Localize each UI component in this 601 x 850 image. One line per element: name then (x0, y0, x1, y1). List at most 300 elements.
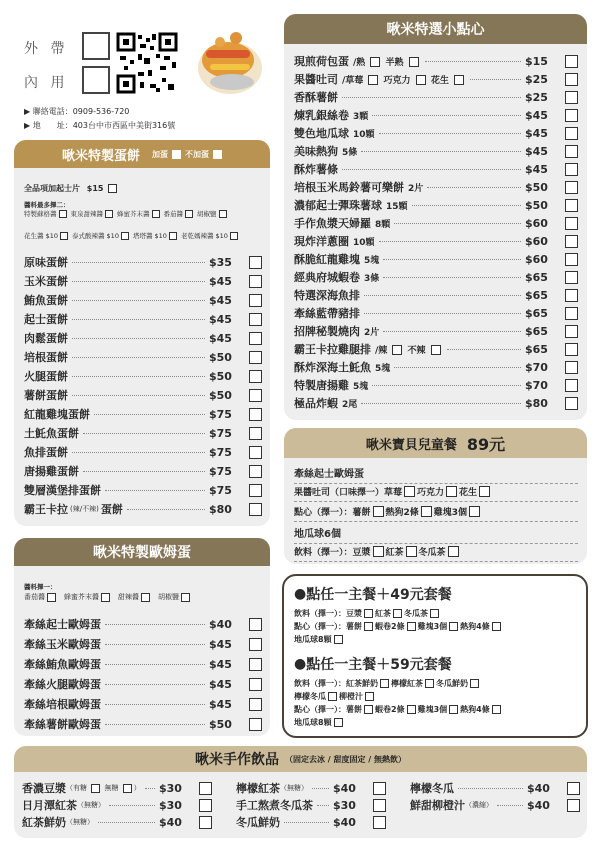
option-text: 花生 (427, 75, 452, 86)
omelette-item-price: $45 (209, 637, 232, 651)
pancake-item-price: $80 (209, 502, 232, 516)
snack-item-price: $45 (525, 144, 548, 158)
snack-item-price: $25 (525, 90, 548, 104)
option-checkbox[interactable] (334, 718, 343, 727)
option-checkbox[interactable] (448, 546, 459, 557)
pancake-sauce-title: 醬料最多擇二： (24, 201, 70, 209)
pancake-item-price: $45 (209, 274, 232, 288)
pancake-addon-option (181, 231, 238, 240)
option-text: 地瓜球8顆 (294, 635, 332, 644)
snack-item-name: 美味熱狗 (294, 145, 338, 158)
pancake-sauce-option (164, 209, 194, 218)
snack-item-row (294, 233, 578, 249)
pancake-item-checkbox[interactable] (249, 389, 262, 402)
snack-item-extra (353, 109, 368, 122)
pancake-sauce-checkbox[interactable] (219, 210, 227, 218)
drink-item-row (22, 780, 212, 796)
omelette-item-price: $45 (209, 697, 232, 711)
leader-dots (412, 205, 521, 206)
snack-item-checkbox[interactable] (565, 235, 578, 248)
option-checkbox[interactable] (365, 692, 374, 701)
drink-item-row (236, 780, 386, 796)
snack-item-checkbox[interactable] (565, 343, 578, 356)
option-text: 5條 (342, 147, 358, 158)
option-text: 熱狗2條 (385, 508, 419, 518)
omelette-item-checkbox[interactable] (249, 618, 262, 631)
option-text: 15顆 (386, 201, 408, 212)
pancake-item-name: 唐揚雞蛋餅 (24, 465, 79, 478)
pancake-addon-checkbox[interactable] (230, 232, 238, 240)
bullet-dot: ● (294, 656, 307, 672)
drink-item-checkbox[interactable] (567, 782, 580, 795)
snack-item-price: $60 (525, 252, 548, 266)
add-egg-checkbox[interactable] (172, 150, 181, 159)
option-checkbox[interactable] (425, 679, 434, 688)
pancake-item-name: 玉米蛋餅 (24, 275, 68, 288)
pancake-item-checkbox[interactable] (249, 294, 262, 307)
option-checkbox[interactable] (469, 506, 480, 517)
leader-dots (94, 414, 205, 415)
drink-item-checkbox[interactable] (199, 799, 212, 812)
no-egg-checkbox[interactable] (213, 150, 222, 159)
option-text: 蝦卷2條 (375, 622, 405, 631)
pancake-addon-label: 老乾媽辣醬 $10 (180, 232, 228, 240)
pancake-item-name: 魚排蛋餅 (24, 446, 68, 459)
pancake-addon-option (24, 231, 68, 240)
omelette-sauce-checkbox[interactable] (141, 593, 150, 602)
leader-dots (109, 805, 155, 806)
omelette-item-row (24, 616, 262, 632)
pancake-item-row (24, 349, 262, 365)
leader-dots (470, 79, 521, 80)
snack-item-checkbox[interactable] (565, 271, 578, 284)
option-checkbox[interactable] (334, 635, 343, 644)
pancake-item-row (24, 387, 262, 403)
snack-item-price: $80 (525, 396, 548, 410)
pancake-item-row (24, 501, 262, 517)
pancake-item-checkbox[interactable] (249, 313, 262, 326)
pancake-item-price: $75 (209, 464, 232, 478)
option-checkbox[interactable] (479, 486, 490, 497)
leader-dots (72, 452, 205, 453)
cheese-note-text: 全品項加起士片 (24, 184, 80, 193)
omelette-item-row (24, 716, 262, 732)
drink-item-sub (280, 783, 308, 793)
pancake-item-price: $50 (209, 388, 232, 402)
snack-item-price: $60 (525, 234, 548, 248)
omelette-item-name: 牽絲培根歐姆蛋 (24, 698, 101, 711)
leader-dots (72, 357, 205, 358)
option-checkbox[interactable] (446, 486, 457, 497)
snack-item-checkbox[interactable] (565, 91, 578, 104)
omelette-item-row (24, 636, 262, 652)
pancake-item-checkbox[interactable] (249, 275, 262, 288)
pancake-sauce-checkbox[interactable] (185, 210, 193, 218)
drink-item-row (410, 780, 580, 796)
omelette-item-checkbox[interactable] (249, 638, 262, 651)
option-text: （無糖） (66, 818, 94, 826)
omelette-title: 啾米特製歐姆蛋 (93, 545, 191, 561)
pancake-sauce-label: 特製蘇格醬 (24, 210, 57, 218)
snack-item-name: 特製唐揚雞 (294, 379, 349, 392)
pancake-item-name: 霸王卡拉 (24, 503, 68, 516)
option-text: ） (133, 784, 141, 792)
snack-item-price: $70 (525, 360, 548, 374)
omelette-item-price: $40 (209, 617, 232, 631)
snack-item-checkbox[interactable] (565, 361, 578, 374)
option-checkbox[interactable] (392, 345, 402, 355)
snack-item-extra (408, 181, 423, 194)
leader-dots (364, 295, 521, 296)
option-text: 果醬吐司（口味擇一）草莓 (294, 488, 403, 498)
option-checkbox[interactable] (407, 705, 416, 714)
leader-dots (105, 644, 205, 645)
snack-item-checkbox[interactable] (565, 109, 578, 122)
omelette-sauce-label: 蜂蜜芥末醬 (64, 593, 99, 601)
option-text: 點心（擇一）：薯餅 (294, 508, 371, 518)
option-text: 柳橙汁 (339, 692, 363, 701)
drink-item-name: 鮮甜柳橙汁 (410, 799, 465, 812)
bullet-dot: ● (294, 586, 307, 602)
snack-item-name: 香酥薯餅 (294, 91, 338, 104)
option-checkbox[interactable] (364, 705, 373, 714)
leader-dots (361, 151, 521, 152)
snack-item-row (294, 125, 578, 141)
pancake-item-checkbox[interactable] (249, 465, 262, 478)
option-text: 巧克力 (380, 75, 414, 86)
egg-pancake-title: 啾米特製蛋餅 (61, 148, 140, 164)
leader-dots (364, 313, 521, 314)
option-text: 冬瓜鮮奶 (436, 679, 468, 688)
option-checkbox[interactable] (380, 679, 389, 688)
option-text: 紅茶 (375, 609, 391, 618)
leader-dots (394, 223, 521, 224)
snack-item-checkbox[interactable] (565, 145, 578, 158)
pancake-item-name: 土魠魚蛋餅 (24, 427, 79, 440)
leader-dots (105, 664, 205, 665)
snack-item-row (294, 143, 578, 159)
pancake-item-checkbox[interactable] (249, 446, 262, 459)
omelette-sauce-label: 甜辣醬 (118, 593, 139, 601)
drink-item-checkbox[interactable] (373, 816, 386, 829)
phone-number[interactable]: 0909-536-720 (72, 107, 130, 116)
pancake-item-name: 雙層漢堡排蛋餅 (24, 484, 101, 497)
pancake-item-checkbox[interactable] (249, 351, 262, 364)
pancake-addon-label: 花生醬 $10 (24, 232, 58, 240)
leader-dots (105, 624, 205, 625)
snack-item-checkbox[interactable] (565, 127, 578, 140)
drink-item-checkbox[interactable] (199, 816, 212, 829)
drink-item-price: $30 (333, 798, 356, 812)
option-text: /辣 (375, 345, 391, 356)
option-checkbox[interactable] (492, 622, 501, 631)
drink-item-checkbox[interactable] (199, 782, 212, 795)
snack-item-row (294, 53, 578, 69)
snack-item-row (294, 71, 578, 87)
snack-item-row (294, 341, 578, 357)
option-checkbox[interactable] (370, 57, 380, 67)
snack-item-price: $45 (525, 162, 548, 176)
snack-item-name: 雙色地瓜球 (294, 127, 349, 140)
dine-in-checkbox[interactable] (82, 66, 110, 94)
pancake-sauce-option (71, 209, 114, 218)
pancake-addon-checkbox[interactable] (60, 232, 68, 240)
snack-item-checkbox[interactable] (565, 199, 578, 212)
kids-meal-line (294, 525, 578, 544)
snack-item-extra (364, 253, 379, 266)
option-checkbox[interactable] (409, 57, 419, 67)
snack-item-checkbox[interactable] (565, 163, 578, 176)
option-text: 巧克力 (417, 488, 445, 498)
dine-in-label: 內 用 (24, 75, 69, 91)
option-text: 飲料（擇一）：豆漿 (294, 548, 371, 558)
option-text: 點心（擇一）：薯餅 (294, 705, 362, 714)
drink-item-price: $40 (333, 815, 356, 829)
omelette-item-name: 牽絲薯餅歐姆蛋 (24, 718, 101, 731)
pancake-item-checkbox[interactable] (249, 370, 262, 383)
food-photo (192, 20, 268, 100)
kids-meal-title: 啾米寶貝兒童餐 (365, 437, 457, 453)
drink-item-row (410, 797, 580, 813)
leader-dots (383, 259, 521, 260)
snack-item-price: $45 (525, 108, 548, 122)
leader-dots (394, 367, 521, 368)
drink-item-checkbox[interactable] (373, 782, 386, 795)
option-text: 雞塊3個 (417, 705, 448, 714)
pancake-item-price: $75 (209, 407, 232, 421)
snack-item-row (294, 179, 578, 195)
snack-item-name: 霸王卡拉雞腿排 (294, 343, 371, 356)
option-checkbox[interactable] (492, 705, 501, 714)
snack-item-name: 煉乳銀絲卷 (294, 109, 349, 122)
option-text: /草莓 (342, 75, 367, 86)
option-checkbox[interactable] (407, 622, 416, 631)
leader-dots (72, 319, 205, 320)
drink-item-price: $30 (159, 798, 182, 812)
snack-item-row (294, 269, 578, 285)
snack-item-checkbox[interactable] (565, 55, 578, 68)
takeout-checkbox[interactable] (82, 32, 110, 60)
address-row: ▶ 地 址：403台中市西區中美街316號 (24, 121, 176, 130)
snack-item-checkbox[interactable] (565, 289, 578, 302)
pancake-item-price: $35 (209, 255, 232, 269)
pancake-item-name: 肉鬆蛋餅 (24, 332, 68, 345)
snack-item-extra (342, 73, 466, 86)
option-checkbox[interactable] (393, 609, 402, 618)
omelette-sauce-checkbox[interactable] (181, 593, 190, 602)
snack-item-checkbox[interactable] (565, 73, 578, 86)
snack-item-extra (375, 217, 390, 230)
omelette-item-checkbox[interactable] (249, 678, 262, 691)
leader-dots (317, 805, 329, 806)
combo-title (294, 584, 452, 604)
pancake-addon-checkbox[interactable] (169, 232, 177, 240)
pancake-sauce-checkbox[interactable] (152, 210, 160, 218)
option-checkbox[interactable] (404, 486, 415, 497)
omelette-item-price: $45 (209, 657, 232, 671)
option-checkbox[interactable] (431, 345, 441, 355)
omelette-sauce-list (24, 592, 198, 602)
option-text: 10顆 (353, 129, 375, 140)
pancake-sauce-option (197, 209, 227, 218)
pancake-sauce-checkbox[interactable] (105, 210, 113, 218)
option-text: 飲料（擇一）：紅茶鮮奶 (294, 679, 378, 688)
option-text: 地瓜球6個 (294, 529, 341, 540)
omelette-sauce-option (64, 592, 110, 602)
pancake-item-row (24, 292, 262, 308)
option-checkbox[interactable] (364, 622, 373, 631)
option-checkbox[interactable] (470, 679, 479, 688)
option-checkbox[interactable] (421, 506, 432, 517)
drink-item-checkbox[interactable] (373, 799, 386, 812)
option-checkbox[interactable] (416, 75, 426, 85)
omelette-item-checkbox[interactable] (249, 718, 262, 731)
snack-item-row (294, 377, 578, 393)
snack-item-checkbox[interactable] (565, 307, 578, 320)
pancake-item-checkbox[interactable] (249, 503, 262, 516)
phone-label: 聯絡電話： (32, 107, 73, 116)
pancake-item-name2: 蛋餅 (100, 503, 123, 516)
omelette-sauce-checkbox[interactable] (101, 593, 110, 602)
option-checkbox[interactable] (454, 75, 464, 85)
snack-item-checkbox[interactable] (565, 325, 578, 338)
pancake-item-name: 原味蛋餅 (24, 256, 68, 269)
option-text: 5塊 (375, 363, 391, 374)
snack-item-checkbox[interactable] (565, 253, 578, 266)
snack-item-name: 酥炸薯條 (294, 163, 338, 176)
pancake-sauce-option (24, 209, 67, 218)
drink-item-row (22, 797, 212, 813)
snack-item-checkbox[interactable] (565, 181, 578, 194)
omelette-sauce-label: 胡椒鹽 (158, 593, 179, 601)
option-text: （無糖） (77, 801, 105, 809)
omelette-sauce-checkbox[interactable] (47, 593, 56, 602)
pancake-addon-checkbox[interactable] (121, 232, 129, 240)
option-checkbox[interactable] (368, 75, 378, 85)
option-text: /熟 (353, 57, 369, 68)
pancake-item-name: 培根蛋餅 (24, 351, 68, 364)
snack-item-price: $65 (525, 306, 548, 320)
omelette-item-row (24, 696, 262, 712)
pancake-item-row (24, 368, 262, 384)
omelette-item-price: $50 (209, 717, 232, 731)
leader-dots (83, 433, 205, 434)
omelette-item-name: 牽絲火腿歐姆蛋 (24, 678, 101, 691)
pancake-item-price: $45 (209, 312, 232, 326)
option-text: 蝦卷2條 (375, 705, 405, 714)
snack-item-price: $50 (525, 198, 548, 212)
omelette-item-row (24, 676, 262, 692)
option-checkbox[interactable] (449, 622, 458, 631)
option-checkbox[interactable] (328, 692, 337, 701)
option-text: 8顆 (375, 219, 391, 230)
drink-item-price: $30 (159, 781, 182, 795)
leader-dots (72, 281, 205, 282)
snack-item-checkbox[interactable] (565, 379, 578, 392)
omelette-sauce-option (118, 592, 150, 602)
omelette-item-checkbox[interactable] (249, 698, 262, 711)
pancake-item-row (24, 311, 262, 327)
option-text: 花生 (459, 488, 478, 498)
option-checkbox[interactable] (430, 609, 439, 618)
snack-item-extra (353, 379, 368, 392)
pancake-item-checkbox[interactable] (249, 484, 262, 497)
pancake-item-checkbox[interactable] (249, 332, 262, 345)
option-text: 雞塊3個 (433, 508, 468, 518)
snack-item-name: 牽絲藍帶豬排 (294, 307, 360, 320)
cheese-checkbox[interactable] (108, 184, 117, 193)
omelette-header (14, 538, 270, 566)
option-checkbox[interactable] (373, 546, 384, 557)
pancake-item-name: 紅龍雞塊蛋餅 (24, 408, 90, 421)
pancake-item-row (24, 425, 262, 441)
pancake-item-sub: (辣/不辣) (70, 505, 99, 513)
option-checkbox[interactable] (373, 506, 384, 517)
pancake-addon-label: 塔塔醬 $10 (132, 232, 167, 240)
pancake-sauce-checkbox[interactable] (59, 210, 67, 218)
kids-meal-price: 89元 (466, 434, 506, 454)
pancake-item-checkbox[interactable] (249, 256, 262, 269)
option-checkbox[interactable] (406, 546, 417, 557)
drink-item-name: 香濃豆漿 (22, 782, 66, 795)
pancake-item-checkbox[interactable] (249, 408, 262, 421)
omelette-item-checkbox[interactable] (249, 658, 262, 671)
option-text: （濃縮） (465, 801, 493, 809)
combo-line (294, 678, 481, 689)
omelette-item-row (24, 656, 262, 672)
snack-item-row (294, 215, 578, 231)
snack-item-price: $65 (525, 288, 548, 302)
snack-item-row (294, 287, 578, 303)
drinks-note: （固定去冰 / 甜度固定 / 無熱飲） (285, 754, 406, 764)
leader-dots (72, 262, 205, 263)
leader-dots (383, 277, 521, 278)
kids-meal-line (294, 485, 578, 502)
snack-item-row (294, 251, 578, 267)
leader-dots (425, 61, 521, 62)
omelette-item-name: 牽絲鮪魚歐姆蛋 (24, 658, 101, 671)
drink-item-checkbox[interactable] (567, 799, 580, 812)
option-text: 熱狗4條 (460, 622, 490, 631)
leader-dots (72, 376, 205, 377)
drink-item-row (236, 797, 386, 813)
leader-dots (105, 490, 205, 491)
snack-item-row (294, 89, 578, 105)
option-text: 飲料（擇一）：豆漿 (294, 609, 362, 618)
pancake-item-checkbox[interactable] (249, 427, 262, 440)
snack-item-row (294, 359, 578, 375)
pancake-item-name: 薯餅蛋餅 (24, 389, 68, 402)
leader-dots (383, 331, 521, 332)
kids-meal-line (294, 465, 578, 484)
leader-dots (379, 241, 521, 242)
option-checkbox[interactable] (123, 784, 132, 793)
leader-dots (72, 395, 205, 396)
option-checkbox[interactable] (364, 609, 373, 618)
leader-dots (83, 471, 205, 472)
kids-meal-line (294, 505, 578, 522)
omelette-item-name: 牽絲玉米歐姆蛋 (24, 638, 101, 651)
combo-line (294, 717, 345, 728)
snack-item-checkbox[interactable] (565, 397, 578, 410)
snack-item-name: 經典府城蝦卷 (294, 271, 360, 284)
option-text: 2片 (364, 327, 380, 338)
option-checkbox[interactable] (91, 784, 100, 793)
option-checkbox[interactable] (449, 705, 458, 714)
leader-dots (372, 385, 521, 386)
snack-item-checkbox[interactable] (565, 217, 578, 230)
cheese-note (24, 183, 117, 194)
